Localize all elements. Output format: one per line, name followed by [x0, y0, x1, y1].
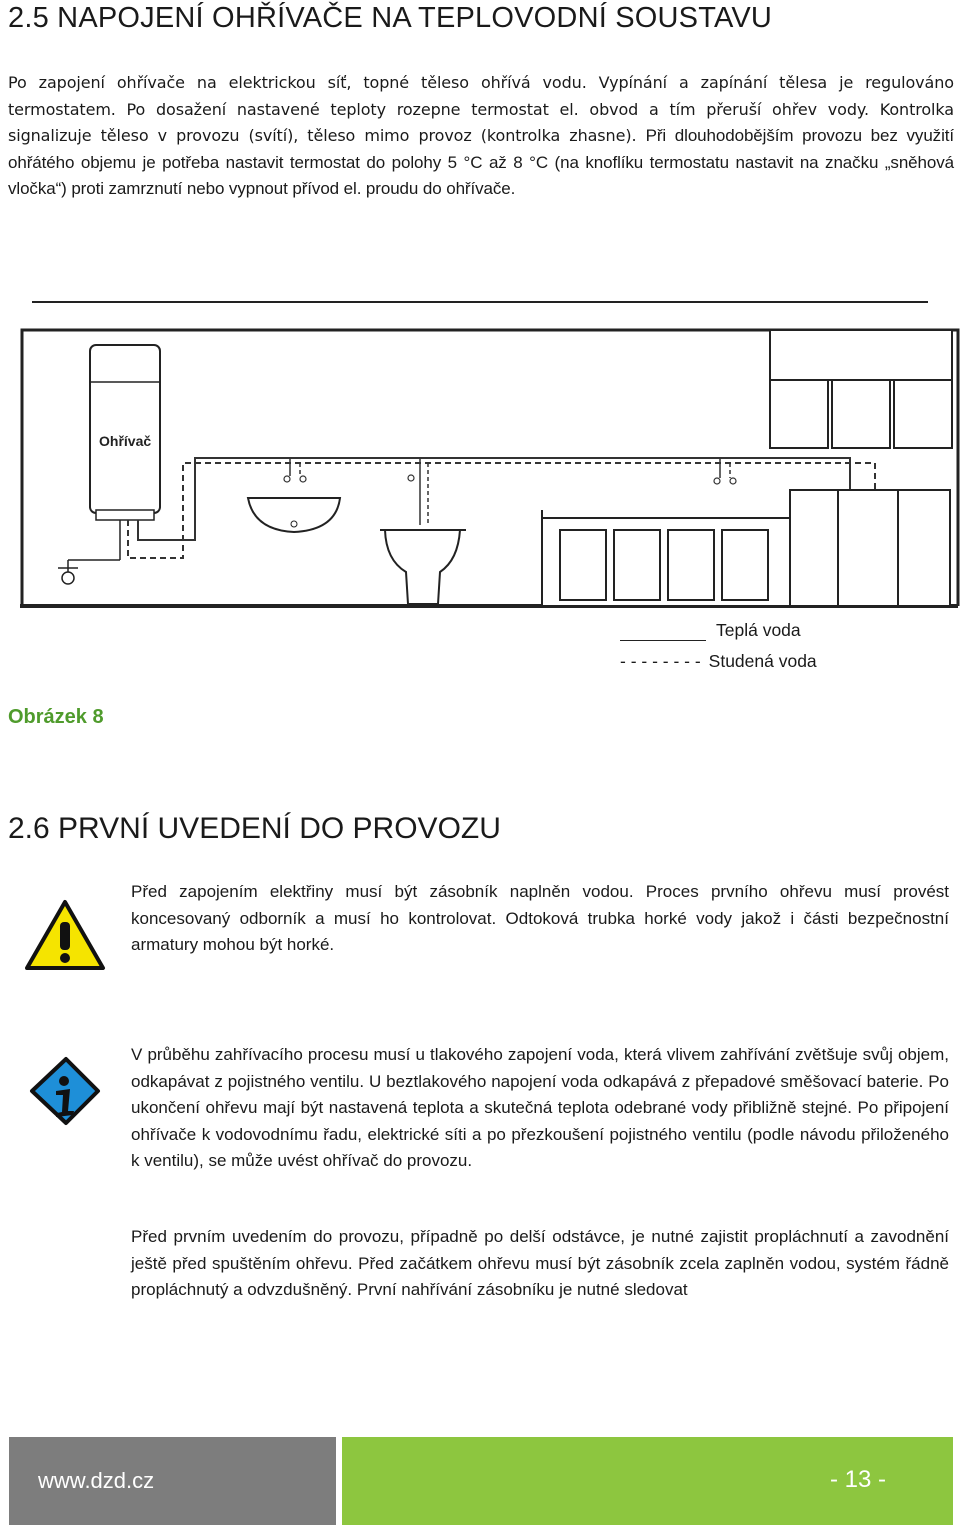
section-title-first-start: 2.6 PRVNÍ UVEDENÍ DO PROVOZU	[8, 812, 501, 845]
final-text: Před prvním uvedením do provozu, případně po delší odstávce, je nutné zajistit propláchnutí a zavodnění ještě před spuštěním ohřevu. Před začátkem ohřevu musí být zásobník zcela zaplněn vodou, systém řádně propláchnutý a odvzdušněný. První nahřívání zásobníku je nutné sledovat	[131, 1227, 949, 1299]
fixture-drops	[290, 458, 730, 525]
info-text: V průběhu zahřívacího procesu musí u tlakového zapojení voda, která vlivem zahřívání zvětšuje svůj objem, odkapávat z pojistného ventilu. U beztlakového napojení voda odkapává z přepadové směšovací baterie. Po ukončení ohřevu mají být nastavená teplota a skutečná teplota odebrané vody přibližně stejné. Po připojení ohřívače k vodovodnímu řadu, elektrické síti a po přezkoušení pojistného ventilu (podle návodu přiloženého k ventilu), se může uvést ohřívač do provozu.	[131, 1045, 949, 1170]
toilet-icon	[380, 530, 466, 604]
shower-screen	[790, 490, 950, 606]
legend-cold-water	[620, 651, 817, 672]
warning-text: Před zapojením elektřiny musí být zásobník naplněn vodou. Proces prvního ohřevu musí provést koncesovaný odborník a musí ho kontrolovat. Odtoková trubka horké vody jakož i části bezpečnostní armatury mohou být horké.	[131, 882, 949, 954]
footer-url: www.dzd.cz	[38, 1468, 155, 1493]
paragraph-long-term-text: Při dlouhodobějším provozu bez využití ohřátého objemu je potřeba nastavit termostat do polohy 5 °C až 8 °C (na knoflíku termostatu nastavit na značku „sněhová vločka“) proti zamrznutí nebo vypnout přívod el. proudu do ohřívače.	[8, 126, 954, 198]
figure-caption: Obrázek 8	[8, 706, 104, 728]
safety-valve-icon	[58, 520, 120, 584]
legend-dashed-line: - - - - - - - -	[620, 651, 701, 671]
heating-diagram	[0, 290, 960, 620]
tap-icons	[284, 475, 736, 484]
legend-hot-label: Teplá voda	[716, 620, 801, 640]
warning-icon	[24, 898, 106, 972]
page-number: - 13 -	[830, 1466, 887, 1493]
wall-cabinets	[770, 330, 952, 448]
legend-solid-line	[620, 620, 706, 641]
heater-label: Ohřívač	[99, 433, 152, 449]
section-title-heater-connection: 2.5 NAPOJENÍ OHŘÍVAČE NA TEPLOVODNÍ SOUSTAVU	[8, 2, 773, 34]
paragraph-operation-text: Po zapojení ohřívače na elektrickou síť, topné těleso ohřívá vodu. Vypínání a zapínání tělesa je regulováno termostatem. Po dosažení nastavené teploty rozepne termostat el. obvod a tím přeruší ohřev vody. Kontrolka signalizuje těleso v provozu (svítí), těleso mimo provoz (kontrolka zhasne).	[8, 73, 954, 145]
legend-cold-label: Studená voda	[708, 651, 817, 671]
legend-hot-water	[620, 620, 801, 641]
info-icon	[26, 1055, 102, 1127]
paragraph-heater-intro	[8, 70, 954, 203]
